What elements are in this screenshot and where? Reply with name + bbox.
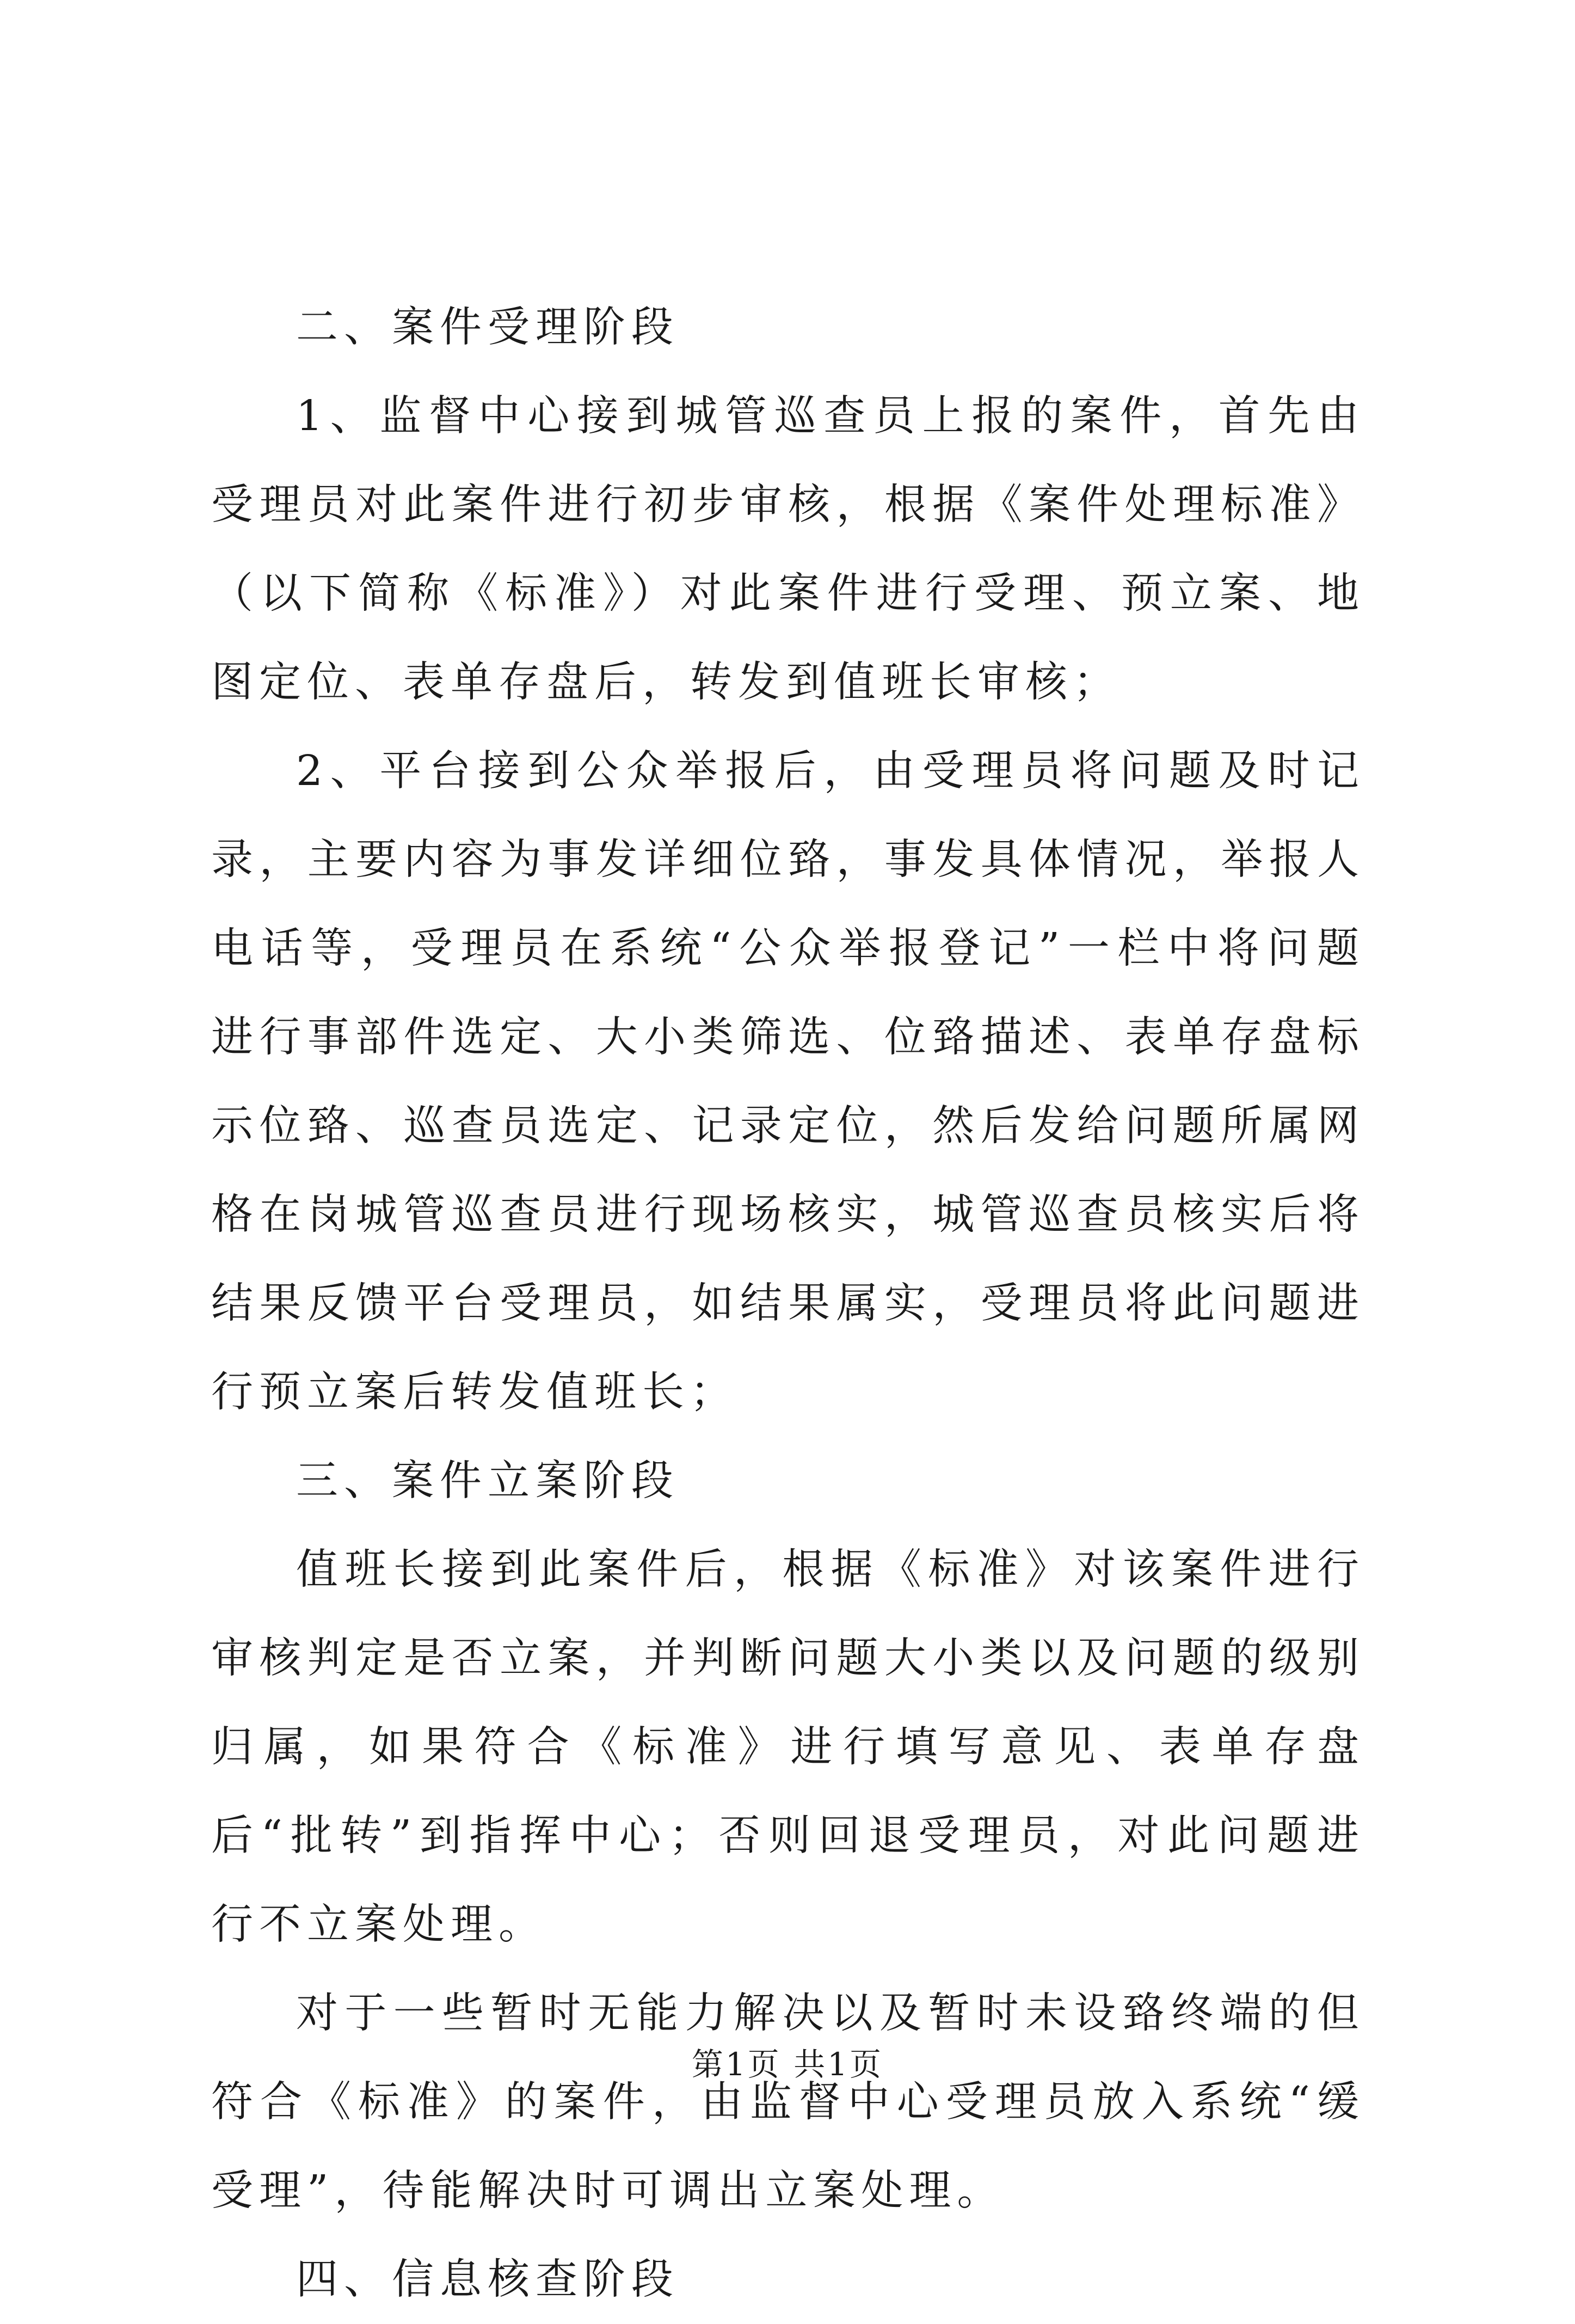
section-heading-filing: 三、案件立案阶段 bbox=[296, 1457, 679, 1505]
paragraph-item-1: 1、监督中心接到城管巡查员上报的案件，首先由受理员对此案件进行初步审核，根据《案件处理标准》（以下简称《标准》）对此案件进行受理、预立案、地图定位、表单存盘后，转发到值班长审核； bbox=[211, 392, 1365, 707]
paragraph-deferred: 对于一些暂时无能力解决以及暂时未设臵终端的但符合《标准》的案件，由监督中心受理员放入系统“缓受理”，待能解决时可调出立案处理。 bbox=[211, 1989, 1365, 2215]
document-body bbox=[211, 283, 1365, 2324]
section-heading-verification: 四、信息核查阶段 bbox=[296, 2255, 679, 2304]
paragraph-filing: 值班长接到此案件后，根据《标准》对该案件进行审核判定是否立案，并判断问题大小类以及问题的级别归属，如果符合《标准》进行填写意见、表单存盘后“批转”到指挥中心；否则回退受理员，对此问题进行不立案处理。 bbox=[211, 1546, 1365, 1949]
section-heading-acceptance: 二、案件受理阶段 bbox=[296, 303, 679, 352]
paragraph-item-2: 2、平台接到公众举报后，由受理员将问题及时记录，主要内容为事发详细位臵，事发具体情况，举报人电话等，受理员在系统“公众举报登记”一栏中将问题进行事部件选定、大小类筛选、位臵描述、表单存盘标示位臵、巡查员选定、记录定位，然后发给问题所属网格在岗城管巡查员进行现场核实，城管巡查员核实后将结果反馈平台受理员，如结果属实，受理员将此问题进行预立案后转发值班长； bbox=[211, 747, 1365, 1417]
page-footer: 第1页 共1页 bbox=[691, 2046, 884, 2083]
